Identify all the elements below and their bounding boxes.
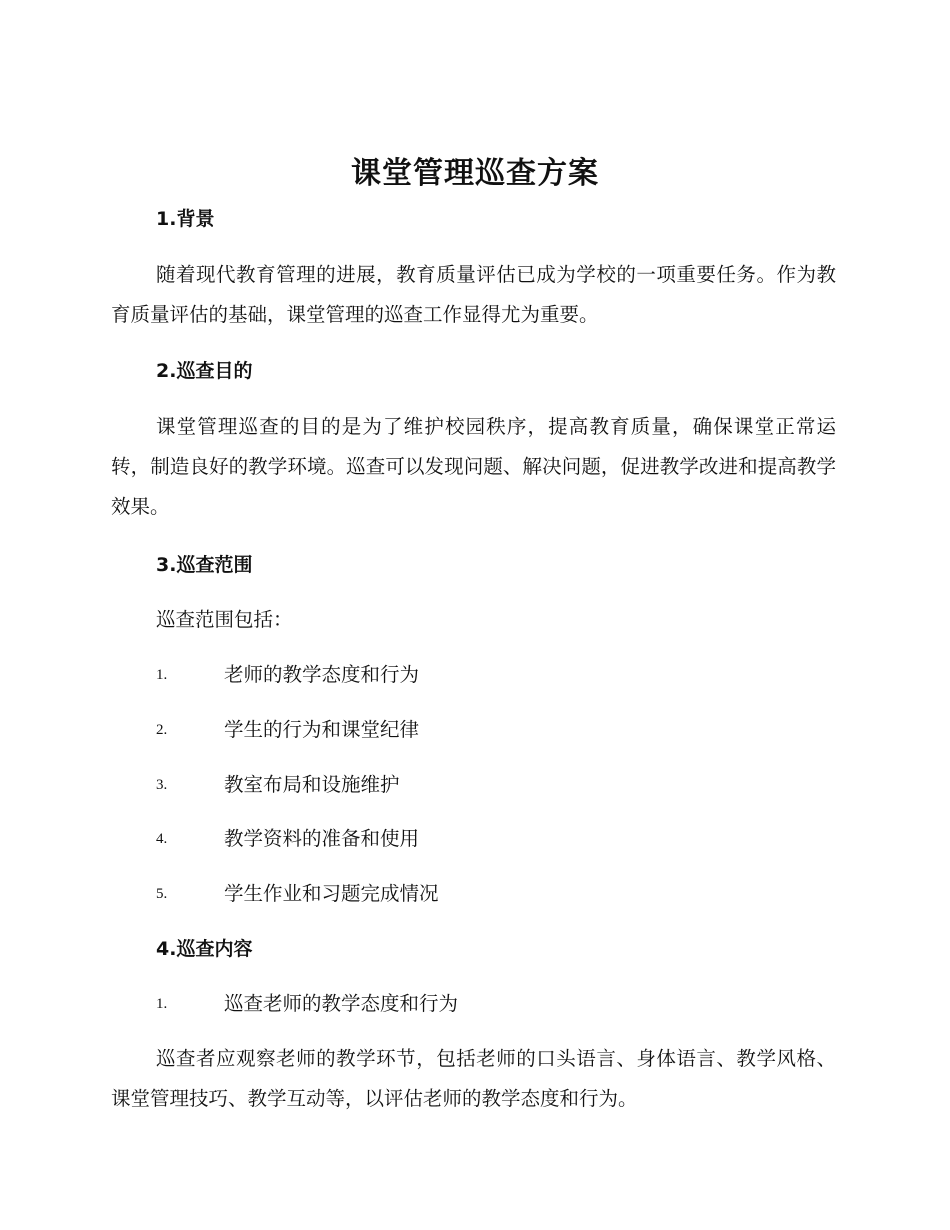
background-paragraph: 随着现代教育管理的进展，教育质量评估已成为学校的一项重要任务。作为教育质量评估的基础，课堂管理的巡查工作显得尤为重要。 bbox=[111, 263, 836, 326]
list-number: 1. bbox=[156, 667, 168, 683]
list-text: 巡查老师的教学态度和行为 bbox=[224, 992, 459, 1015]
purpose-paragraph: 课堂管理巡查的目的是为了维护校园秩序，提高教育质量，确保课堂正常运转，制造良好的教学环境。巡查可以发现问题、解决问题，促进教学改进和提高教学效果。 bbox=[111, 415, 836, 518]
content-list-item bbox=[156, 990, 836, 1018]
list-number: 1. bbox=[156, 996, 168, 1012]
list-text: 老师的教学态度和行为 bbox=[224, 663, 420, 686]
list-number: 3. bbox=[156, 777, 168, 793]
list-number: 2. bbox=[156, 722, 168, 738]
list-text: 教室布局和设施维护 bbox=[224, 773, 400, 796]
scope-list-item bbox=[156, 880, 836, 908]
section-heading-background: 1.背景 bbox=[156, 208, 215, 230]
list-number: 4. bbox=[156, 831, 168, 847]
list-text: 教学资料的准备和使用 bbox=[224, 827, 420, 850]
scope-list-item bbox=[156, 825, 836, 853]
scope-intro: 巡查范围包括： bbox=[156, 608, 293, 631]
section-heading-content: 4.巡查内容 bbox=[156, 938, 253, 960]
scope-list-item bbox=[156, 771, 836, 799]
section-heading-scope: 3.巡查范围 bbox=[156, 554, 253, 576]
list-text: 学生的行为和课堂纪律 bbox=[224, 718, 420, 741]
list-number: 5. bbox=[156, 886, 168, 902]
section-heading-purpose: 2.巡查目的 bbox=[156, 360, 253, 382]
content-paragraph: 巡查者应观察老师的教学环节，包括老师的口头语言、身体语言、教学风格、课堂管理技巧、教学互动等，以评估老师的教学态度和行为。 bbox=[111, 1047, 836, 1110]
scope-list-item bbox=[156, 716, 836, 744]
scope-list-item bbox=[156, 661, 836, 689]
list-text: 学生作业和习题完成情况 bbox=[224, 882, 439, 905]
document-title: 课堂管理巡查方案 bbox=[351, 156, 599, 191]
